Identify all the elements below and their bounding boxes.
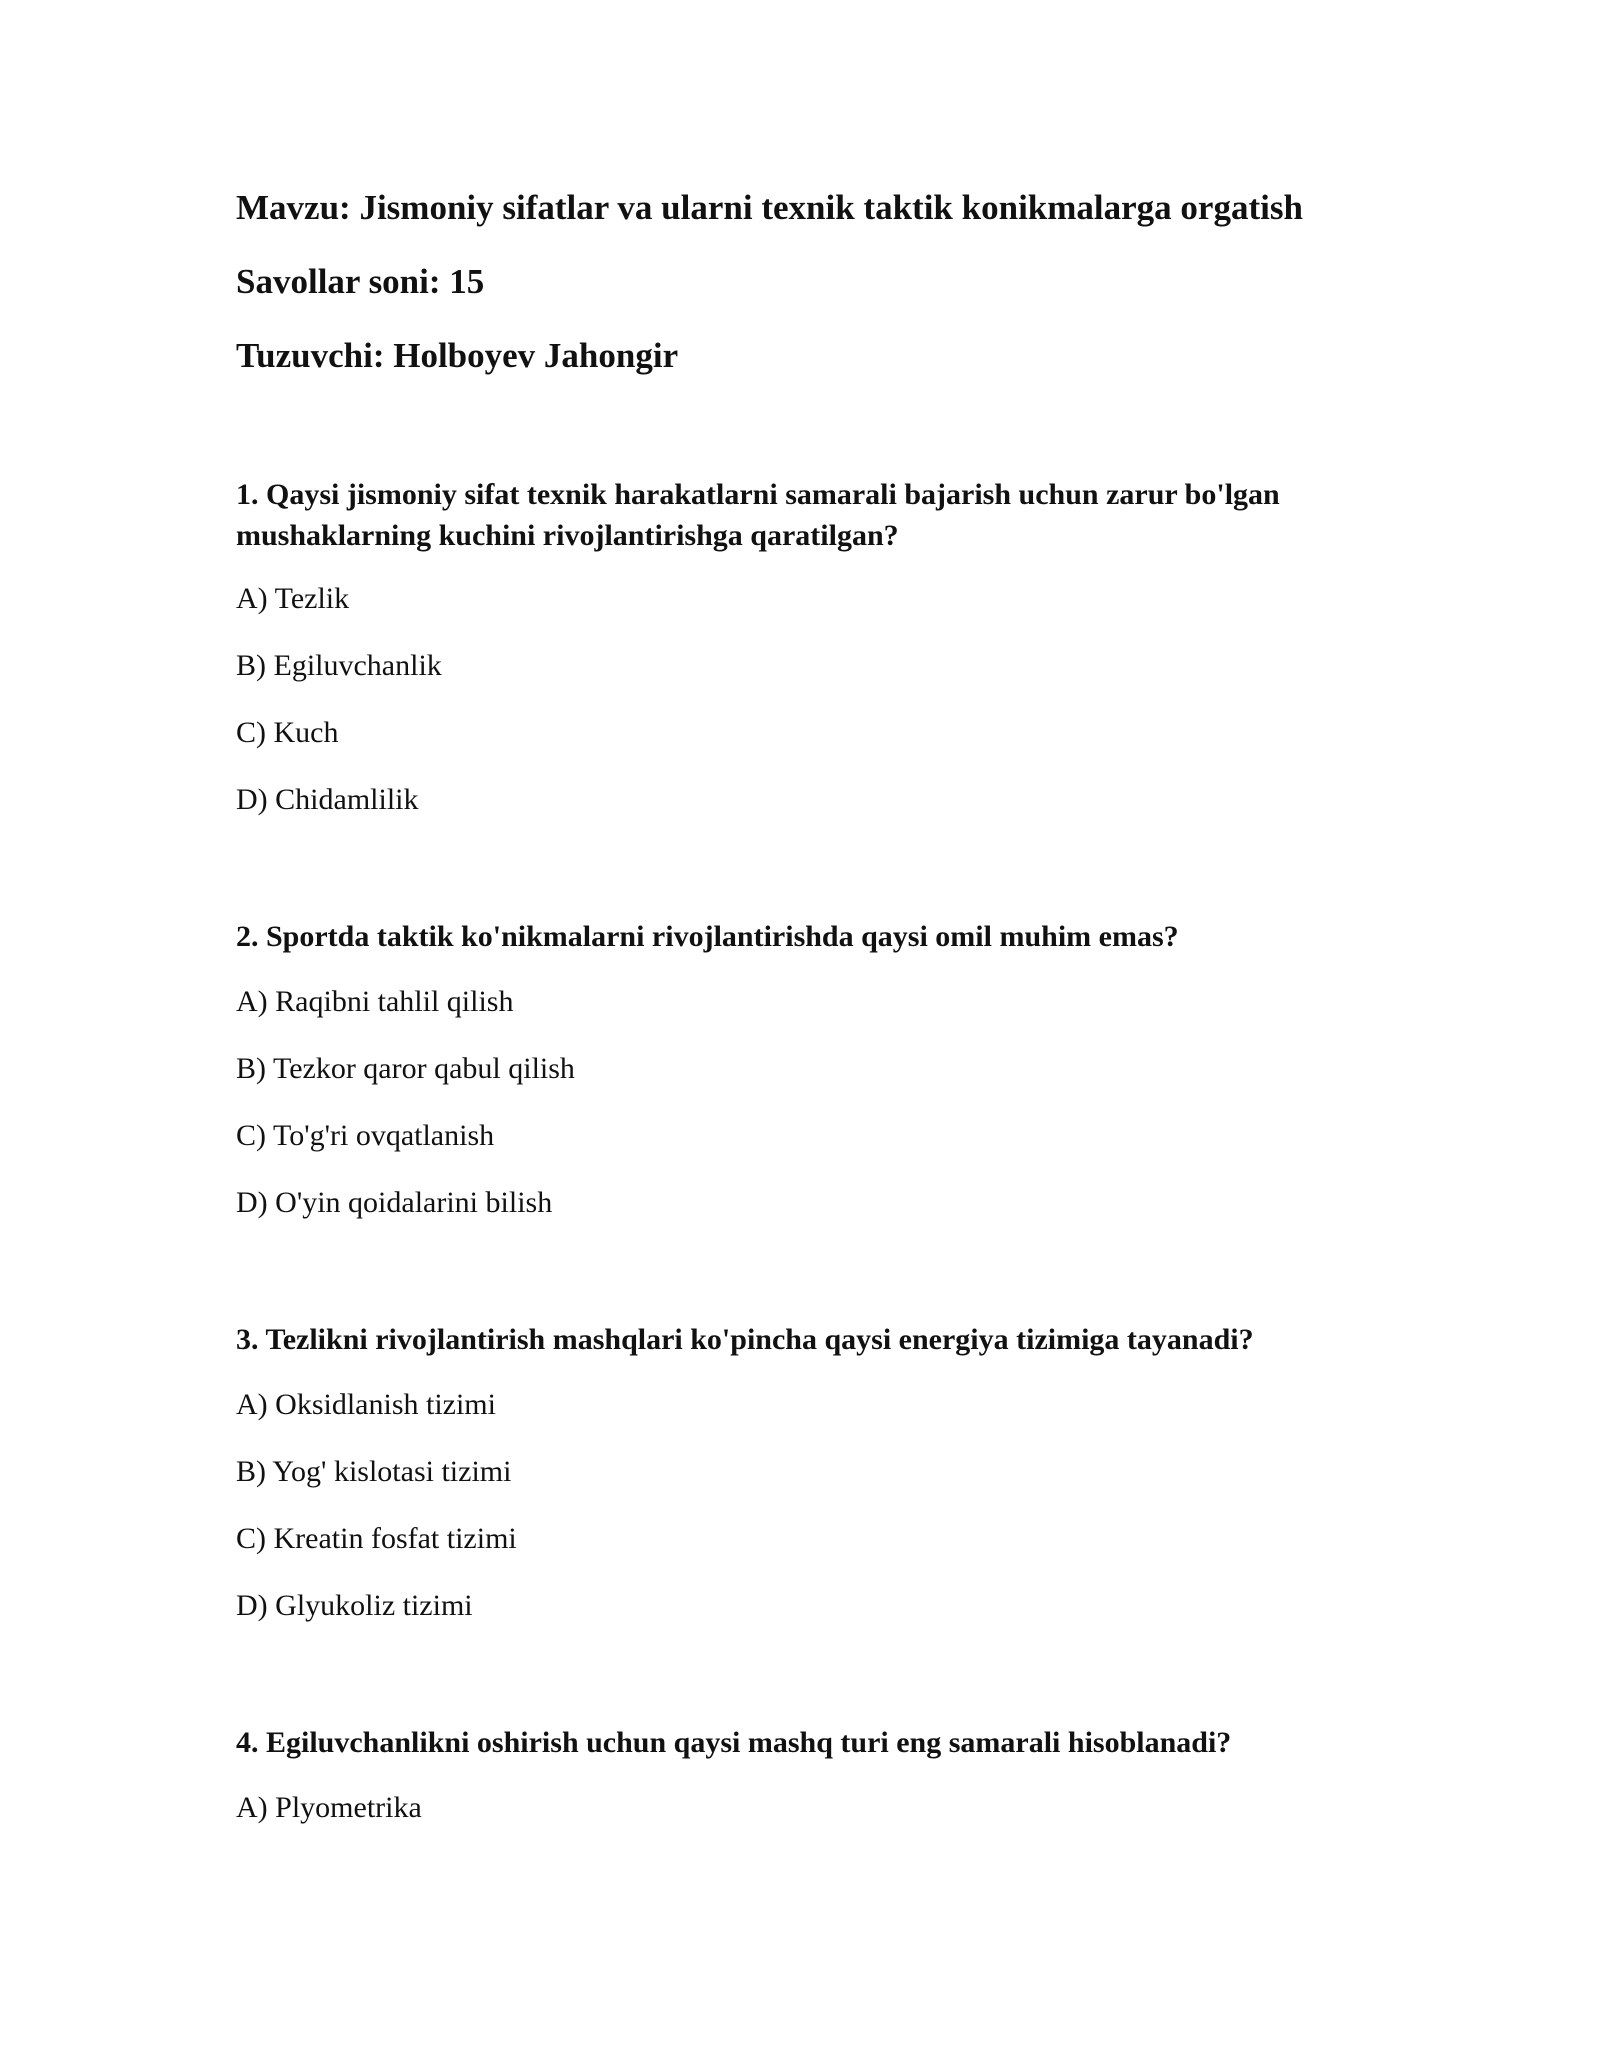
question-1-option-b: B) Egiluvchanlik (236, 649, 442, 682)
question-4-text: 4. Egiluvchanlikni oshirish uchun qaysi mashq turi eng samarali hisoblanadi? (236, 1726, 1232, 1759)
question-2-option-a: A) Raqibni tahlil qilish (236, 985, 514, 1018)
question-1-option-d: D) Chidamlilik (236, 783, 419, 816)
question-1-text: 1. Qaysi jismoniy sifat texnik harakatlarni samarali bajarish uchun zarur bo'lgan mushaklarning kuchini rivojlantirishga qaratilgan? (236, 478, 1280, 552)
question-3-option-d: D) Glyukoliz tizimi (236, 1589, 473, 1622)
question-3-option-c: C) Kreatin fosfat tizimi (236, 1522, 517, 1555)
question-3-option-a: A) Oksidlanish tizimi (236, 1388, 496, 1421)
question-3-text: 3. Tezlikni rivojlantirish mashqlari ko'pincha qaysi energiya tizimiga tayanadi? (236, 1323, 1254, 1356)
topic-heading: Mavzu: Jismoniy sifatlar va ularni texnik taktik konikmalarga orgatish (236, 188, 1303, 227)
question-count-heading: Savollar soni: 15 (236, 262, 485, 301)
question-3-option-b: B) Yog' kislotasi tizimi (236, 1455, 512, 1488)
question-2-option-c: C) To'g'ri ovqatlanish (236, 1119, 495, 1152)
question-1-option-c: C) Kuch (236, 716, 339, 749)
question-2-option-d: D) O'yin qoidalarini bilish (236, 1186, 553, 1219)
question-2-option-b: B) Tezkor qaror qabul qilish (236, 1052, 575, 1085)
question-1-option-a: A) Tezlik (236, 582, 350, 615)
question-2-text: 2. Sportda taktik ko'nikmalarni rivojlantirishda qaysi omil muhim emas? (236, 920, 1179, 953)
author-heading: Tuzuvchi: Holboyev Jahongir (236, 336, 679, 375)
question-4-option-a: A) Plyometrika (236, 1791, 422, 1824)
